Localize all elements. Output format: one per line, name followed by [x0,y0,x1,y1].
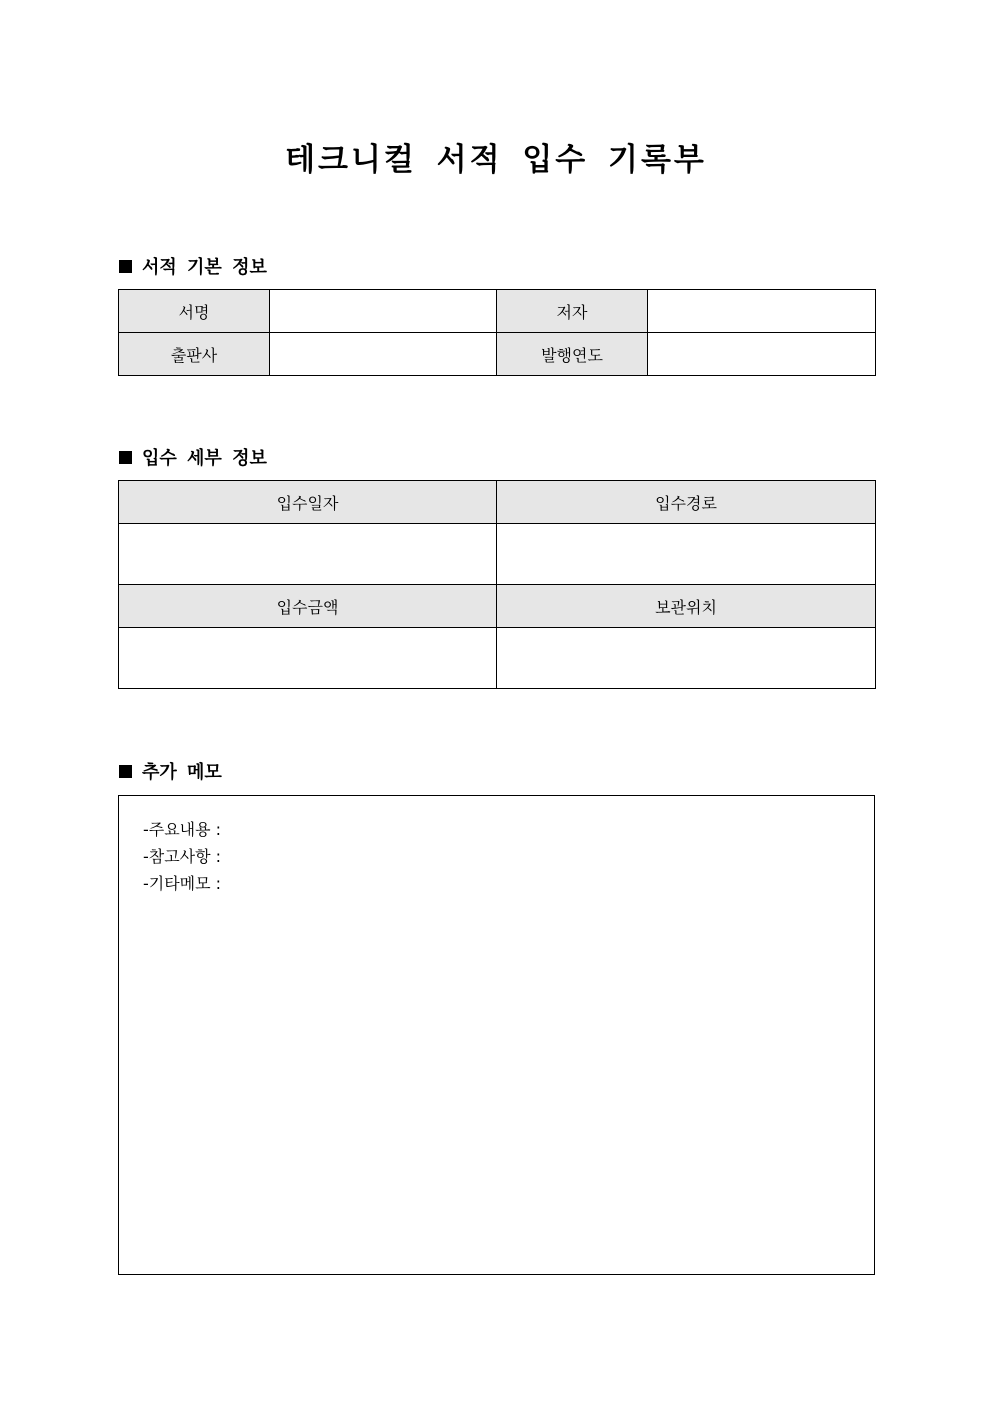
date-label: 입수일자 [119,481,497,524]
section-heading-detail [119,444,267,470]
table-row [119,290,876,333]
page-title: 테크니컬 서적 입수 기록부 [285,142,707,178]
square-bullet-icon [119,451,132,464]
title-field[interactable] [270,290,497,333]
date-field[interactable] [119,524,497,585]
memo-line-reference: -참고사항 : [143,847,222,866]
location-field[interactable] [497,628,876,689]
section-heading-memo [119,758,222,784]
location-label: 보관위치 [497,585,876,628]
memo-line-main-content: -주요내용 : [143,820,222,839]
section-heading-detail-text: 입수 세부 정보 [142,448,267,469]
year-field[interactable] [648,333,876,376]
memo-box[interactable] [118,795,875,1275]
route-label: 입수경로 [497,481,876,524]
section-heading-basic [119,253,267,279]
square-bullet-icon [119,765,132,778]
year-label: 발행연도 [497,333,648,376]
table-row [119,481,876,524]
section-heading-basic-text: 서적 기본 정보 [142,257,267,278]
table-row [119,524,876,585]
author-label: 저자 [497,290,648,333]
title-label: 서명 [119,290,270,333]
memo-lines [143,816,221,897]
basic-info-table [118,289,876,376]
table-row [119,333,876,376]
section-heading-memo-text: 추가 메모 [142,762,222,783]
publisher-field[interactable] [270,333,497,376]
table-row [119,585,876,628]
price-field[interactable] [119,628,497,689]
memo-line-other: -기타메모 : [143,874,222,893]
table-row [119,628,876,689]
square-bullet-icon [119,260,132,273]
publisher-label: 출판사 [119,333,270,376]
price-label: 입수금액 [119,585,497,628]
author-field[interactable] [648,290,876,333]
acquisition-detail-table [118,480,876,689]
route-field[interactable] [497,524,876,585]
